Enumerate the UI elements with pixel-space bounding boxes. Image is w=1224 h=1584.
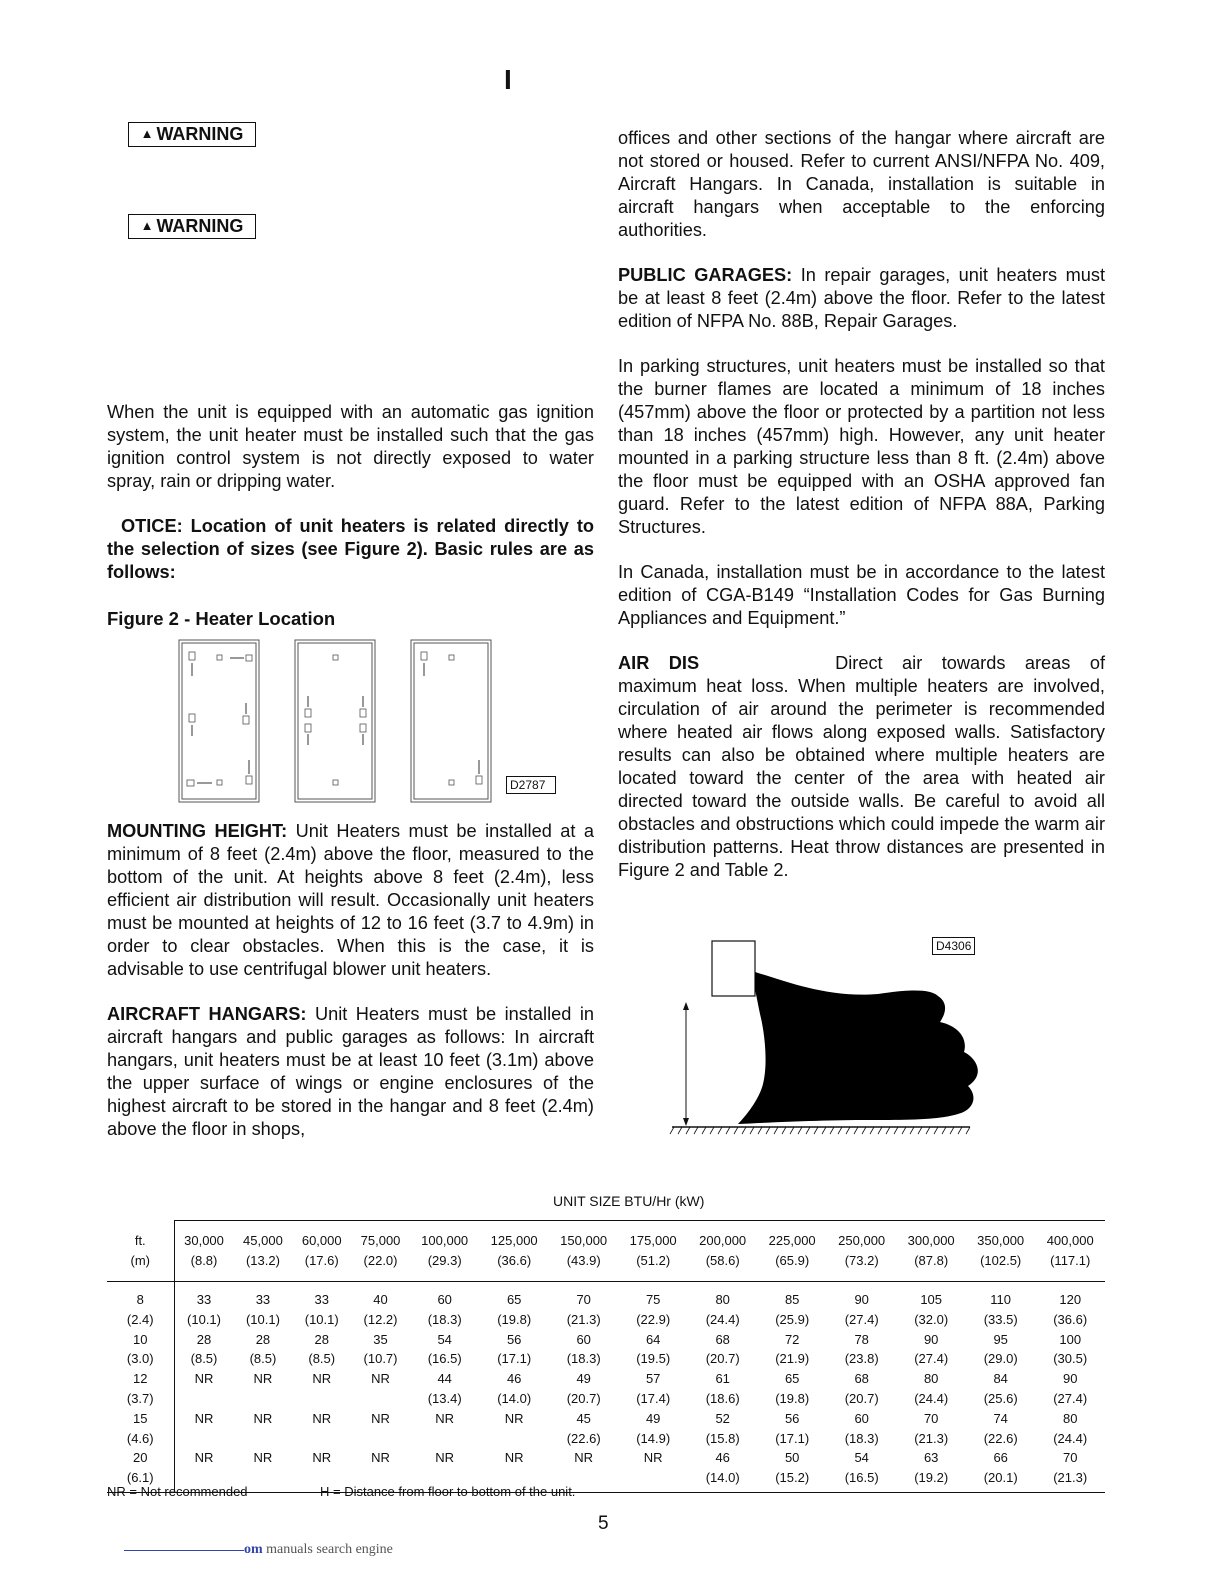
diagram-code: D4306 [932, 937, 975, 955]
cell-throw-m: (22.6) [983, 1430, 1018, 1446]
cell-throw-m: (8.5) [308, 1351, 336, 1367]
cell-throw-m: (10.7) [363, 1351, 398, 1367]
cell-throw-m [410, 1428, 480, 1448]
aircraft-hangars-heading: AIRCRAFT HANGARS: [107, 1004, 307, 1024]
heat-throw-table [107, 1220, 1105, 1493]
cell-throw-m: (17.4) [636, 1390, 671, 1406]
cell-throw-ft: NR [253, 1450, 273, 1466]
cell-throw-ft: 28 [255, 1331, 271, 1347]
cell-throw-ft: 49 [645, 1410, 661, 1426]
table-caption: UNIT SIZE BTU/Hr (kW) [553, 1193, 705, 1209]
table-row-ft [107, 1448, 1105, 1468]
cell-throw-m: (14.0) [497, 1390, 532, 1406]
table-row-ft [107, 1329, 1105, 1349]
cell-throw-m: (16.5) [827, 1468, 897, 1492]
table-header [107, 1221, 1105, 1282]
page-number: 5 [598, 1513, 609, 1534]
cell-throw-ft: 63 [923, 1450, 939, 1466]
cell-throw-m: (23.8) [844, 1351, 879, 1367]
notice-paragraph: OTICE: Location of unit heaters is related directly to the selection of sizes (see Figure 2). Basic rules are as follows: [107, 516, 594, 582]
cell-throw-ft: NR [312, 1450, 332, 1466]
cell-throw-ft: 56 [784, 1410, 800, 1426]
cell-throw-ft: NR [174, 1408, 234, 1428]
cell-throw-ft: NR [253, 1410, 273, 1426]
figure-code: D2787 [506, 776, 556, 794]
cell-throw-ft: NR [643, 1450, 663, 1466]
cell-throw-m: (10.1) [304, 1311, 339, 1327]
watermark-underline [124, 1550, 244, 1551]
cell-throw-ft: 85 [784, 1291, 800, 1307]
cell-throw-ft: NR [435, 1410, 455, 1426]
cell-throw-m: (19.8) [775, 1390, 810, 1406]
column-kw: (65.9) [757, 1251, 827, 1281]
warning-triangle-icon: ▲ [140, 218, 154, 233]
table-body [107, 1281, 1105, 1492]
cell-throw-m: (19.5) [636, 1351, 671, 1367]
cell-throw-m: (12.2) [363, 1311, 398, 1327]
cell-throw-ft: NR [312, 1371, 332, 1387]
cell-throw-m: (10.1) [245, 1311, 280, 1327]
cell-throw-m: (15.2) [757, 1468, 827, 1492]
cell-throw-ft: NR [174, 1369, 234, 1389]
column-kw: (102.5) [966, 1251, 1036, 1281]
column-kw: (87.8) [896, 1251, 966, 1281]
column-btu: 125,000 [479, 1221, 549, 1251]
cell-throw-m [351, 1428, 410, 1448]
cell-throw-ft: NR [435, 1450, 455, 1466]
column-kw: (8.8) [174, 1251, 234, 1281]
cell-throw-m: (27.4) [914, 1351, 949, 1367]
column-btu: 400,000 [1035, 1221, 1105, 1251]
column-btu: 150,000 [549, 1221, 619, 1251]
column-kw: (117.1) [1035, 1251, 1105, 1281]
cell-throw-ft: 44 [437, 1371, 452, 1387]
public-garages-body: In repair garages, unit heaters must be at least 8 feet (2.4m) above the floor. Refer to the latest edition of NFPA No. 88B, Repair Garages. [618, 265, 1105, 331]
cell-throw-ft: 33 [314, 1291, 329, 1307]
cell-throw-ft: 90 [1062, 1371, 1078, 1387]
header-row-btu [107, 1221, 1105, 1251]
cell-throw-m: (29.0) [983, 1351, 1018, 1367]
cell-throw-m: (24.4) [1053, 1430, 1088, 1446]
cell-throw-m: (17.1) [775, 1430, 810, 1446]
heater-location-diagram [170, 636, 560, 806]
cell-throw-ft: 65 [784, 1371, 800, 1387]
air-distribution-body: Direct air towards areas of maximum heat loss. When multiple heaters are involved, circulation of air around the perimeter is recommended where heated air flows along exposed walls. Satisfactory results can also be obtained where multiple heaters are located toward the center of the area with heated air directed toward the outside walls. Be careful to avoid all obstacles and obstructions which could impede the warm air distribution patterns. Heat throw distances are presented in Figure 2 and Table 2. [618, 653, 1105, 880]
cell-throw-ft: 72 [784, 1331, 800, 1347]
air-distribution-heading: AIR DIS [618, 653, 700, 673]
canada-paragraph: In Canada, installation must be in accordance to the latest edition of CGA-B149 “Installation Codes for Gas Burning Appliances and Equipment.” [618, 562, 1105, 628]
cell-throw-ft: 80 [1062, 1410, 1078, 1426]
cell-throw-m: (18.3) [566, 1351, 601, 1367]
column-kw: (58.6) [688, 1251, 758, 1281]
cell-throw-m [618, 1468, 688, 1492]
table-row-m [107, 1428, 1105, 1448]
cell-throw-m: (22.9) [636, 1311, 671, 1327]
aircraft-hangars-body: Unit Heaters must be installed in aircraft hangars and public garages as follows: In aircraft hangars, unit heaters must be at least 10 feet (3.1m) above the upper surface of wings or engine enclosures of the highest aircraft to be stored in the hangar and 8 feet (2.4m) above the floor in shops, [107, 1004, 594, 1139]
column-kw: (51.2) [618, 1251, 688, 1281]
cell-throw-m: (20.7) [705, 1351, 740, 1367]
cell-throw-ft: 70 [576, 1291, 591, 1307]
cell-throw-m: (24.4) [705, 1311, 740, 1327]
table-row-m [107, 1349, 1105, 1369]
left-column-bottom [107, 820, 594, 1141]
right-column [618, 127, 1105, 882]
cell-throw-ft: 45 [576, 1410, 591, 1426]
cell-throw-ft: 60 [437, 1291, 452, 1307]
cell-throw-ft: 57 [645, 1371, 661, 1387]
table-row-m [107, 1389, 1105, 1409]
air-distribution-paragraph [618, 652, 1105, 882]
offices-paragraph: offices and other sections of the hangar where aircraft are not stored or housed. Refer to current ANSI/NFPA No. 409, Aircraft Hangars. In Canada, installation is suitable in aircraft hangars when acceptable to the enforcing authorities. [618, 128, 1105, 240]
cell-throw-m: (18.3) [427, 1311, 462, 1327]
header-unit-m: (m) [107, 1251, 174, 1281]
cell-throw-ft: 120 [1059, 1291, 1082, 1307]
cell-throw-m: (20.7) [566, 1390, 601, 1406]
cell-throw-ft: NR [312, 1410, 332, 1426]
airflow-plume [738, 972, 978, 1124]
cell-throw-m: (14.0) [688, 1468, 758, 1492]
cell-throw-m: (16.5) [427, 1351, 462, 1367]
cell-throw-m: (14.9) [636, 1430, 671, 1446]
mounting-height-body: Unit Heaters must be installed at a minimum of 8 feet (2.4m) above the floor, measured to the bottom of the unit. At heights above 8 feet (2.4m), less efficient air distribution will result. Occasionally unit heaters must be mounted at heights of 12 to 16 feet (3.7 to 4.9m) in order to clear obstacles. When this is the case, it is advisable to use centrifugal blower unit heaters. [107, 821, 594, 979]
cell-throw-ft: 74 [993, 1410, 1008, 1426]
table-row-ft [107, 1281, 1105, 1309]
cell-throw-m: (21.9) [775, 1351, 810, 1367]
heat-throw-diagram [668, 934, 988, 1139]
cell-throw-m: (13.4) [427, 1390, 462, 1406]
cell-throw-m: (18.6) [705, 1390, 740, 1406]
cell-throw-m [174, 1389, 234, 1409]
cell-throw-m: (21.3) [566, 1311, 601, 1327]
cell-throw-ft: NR [504, 1410, 524, 1426]
column-btu: 200,000 [688, 1221, 758, 1251]
cell-throw-ft: 54 [437, 1331, 452, 1347]
column-kw: (36.6) [479, 1251, 549, 1281]
header-mark: I [504, 64, 512, 95]
cell-throw-ft: 35 [373, 1331, 388, 1347]
cell-throw-m [292, 1389, 351, 1409]
cell-throw-ft: 28 [174, 1329, 234, 1349]
cell-throw-ft: NR [371, 1450, 390, 1466]
mounting-height-heading: MOUNTING HEIGHT: [107, 821, 288, 841]
cell-throw-m: (30.5) [1053, 1351, 1088, 1367]
column-kw: (43.9) [549, 1251, 619, 1281]
cell-throw-m: (18.3) [844, 1430, 879, 1446]
cell-throw-m: (19.8) [497, 1311, 532, 1327]
cell-throw-m: (24.4) [914, 1390, 949, 1406]
cell-throw-m: (19.2) [896, 1468, 966, 1492]
cell-throw-ft: 61 [715, 1371, 730, 1387]
column-btu: 250,000 [827, 1221, 897, 1251]
watermark-brand: om [244, 1542, 263, 1557]
cell-throw-ft: 84 [993, 1371, 1008, 1387]
left-column-top [107, 401, 594, 584]
column-btu: 175,000 [618, 1221, 688, 1251]
cell-throw-ft: 110 [990, 1291, 1012, 1307]
column-btu: 300,000 [896, 1221, 966, 1251]
cell-throw-ft: 60 [854, 1410, 869, 1426]
cell-throw-m [174, 1428, 234, 1448]
cell-throw-ft: 70 [923, 1410, 939, 1426]
public-garages-heading: PUBLIC GARAGES: [618, 265, 793, 285]
cell-throw-m: (10.1) [174, 1309, 234, 1329]
warning-text: WARNING [156, 216, 244, 236]
row-height-ft: 20 [133, 1450, 148, 1466]
cell-throw-m [234, 1428, 293, 1448]
cell-throw-ft: 100 [1059, 1331, 1082, 1347]
cell-throw-m: (25.6) [983, 1390, 1018, 1406]
cell-throw-ft: 33 [255, 1291, 271, 1307]
cell-throw-ft: NR [574, 1450, 594, 1466]
warning-text: WARNING [156, 124, 244, 144]
row-height-m: (3.7) [126, 1390, 154, 1406]
table-row-ft [107, 1369, 1105, 1389]
watermark-text: manuals search engine [262, 1542, 393, 1557]
cell-throw-m: (33.5) [983, 1311, 1018, 1327]
unit-heater-box [712, 941, 755, 996]
cell-throw-ft: 50 [784, 1450, 800, 1466]
nr-note: NR = Not recommended [107, 1484, 248, 1499]
warning-label [128, 214, 256, 239]
cell-throw-ft: NR [504, 1450, 524, 1466]
table-row-m [107, 1468, 1105, 1492]
warning-label [128, 122, 256, 147]
cell-throw-m: (21.3) [1035, 1468, 1105, 1492]
parking-paragraph: In parking structures, unit heaters must be installed so that the burner flames are located a minimum of 18 inches (457mm) above the floor or protected by a partition not less than 18 inches (457mm) high. However, any unit heater mounted in a parking structure less than 8 ft. (2.4m) above the floor must be equipped with an OSHA approved fan guard. Refer to the latest edition of NFPA 88A, Parking Structures. [618, 356, 1105, 537]
row-height-m: (4.6) [126, 1430, 154, 1446]
cell-throw-ft: 65 [506, 1291, 522, 1307]
column-kw: (29.3) [410, 1251, 480, 1281]
column-kw: (73.2) [827, 1251, 897, 1281]
cell-throw-ft: NR [371, 1410, 390, 1426]
height-note: H = Distance from floor to bottom of the unit. [320, 1484, 576, 1499]
row-height-m: (6.1) [107, 1468, 174, 1492]
column-btu: 100,000 [410, 1221, 480, 1251]
row-height-m: (2.4) [126, 1311, 154, 1327]
aircraft-hangars-paragraph [107, 1003, 594, 1141]
column-btu: 75,000 [351, 1221, 410, 1251]
cell-throw-m: (36.6) [1053, 1311, 1088, 1327]
cell-throw-ft: 52 [715, 1410, 730, 1426]
cell-throw-ft: 95 [993, 1331, 1008, 1347]
cell-throw-m: (20.7) [844, 1390, 879, 1406]
mounting-height-paragraph [107, 820, 594, 981]
cell-throw-m: (20.1) [966, 1468, 1036, 1492]
cell-throw-ft: 28 [314, 1331, 329, 1347]
cell-throw-ft: 40 [373, 1291, 388, 1307]
cell-throw-ft: 33 [174, 1281, 234, 1309]
header-unit-ft: ft. [134, 1233, 146, 1249]
cell-throw-ft: 46 [506, 1371, 522, 1387]
row-height-m: (3.0) [126, 1351, 154, 1367]
cell-throw-ft: 46 [715, 1450, 730, 1466]
cell-throw-ft: 80 [923, 1371, 939, 1387]
cell-throw-m: (8.5) [249, 1351, 277, 1367]
cell-throw-ft: 90 [854, 1291, 869, 1307]
cell-throw-ft: 66 [993, 1450, 1008, 1466]
column-btu: 60,000 [292, 1221, 351, 1251]
column-btu: 350,000 [966, 1221, 1036, 1251]
cell-throw-m [351, 1389, 410, 1409]
column-kw: (17.6) [292, 1251, 351, 1281]
cell-throw-ft: 105 [920, 1291, 943, 1307]
cell-throw-m: (15.8) [705, 1430, 740, 1446]
cell-throw-ft: NR [253, 1371, 273, 1387]
row-height-ft: 15 [133, 1410, 148, 1426]
cell-throw-m: (8.5) [174, 1349, 234, 1369]
cell-throw-m: (21.3) [914, 1430, 949, 1446]
cell-throw-ft: 56 [506, 1331, 522, 1347]
cell-throw-ft: 54 [854, 1450, 869, 1466]
row-height-ft: 8 [136, 1291, 144, 1307]
watermark [124, 1542, 393, 1558]
cell-throw-ft: NR [371, 1371, 390, 1387]
public-garages-paragraph [618, 264, 1105, 333]
column-kw: (13.2) [234, 1251, 293, 1281]
cell-throw-m: (17.1) [497, 1351, 532, 1367]
header-row-kw [107, 1251, 1105, 1281]
warning-triangle-icon: ▲ [140, 126, 154, 141]
table-row-ft [107, 1408, 1105, 1428]
cell-throw-ft: 60 [576, 1331, 591, 1347]
row-height-ft: 12 [133, 1371, 148, 1387]
column-kw: (22.0) [351, 1251, 410, 1281]
cell-throw-ft: 75 [645, 1291, 661, 1307]
cell-throw-m: (27.4) [844, 1311, 879, 1327]
cell-throw-m: (25.9) [775, 1311, 810, 1327]
cell-throw-ft: 78 [854, 1331, 869, 1347]
cell-throw-m: (32.0) [914, 1311, 949, 1327]
cell-throw-ft: 90 [923, 1331, 939, 1347]
table-row-m [107, 1309, 1105, 1329]
cell-throw-ft: NR [174, 1448, 234, 1468]
column-btu: 225,000 [757, 1221, 827, 1251]
column-btu: 30,000 [174, 1221, 234, 1251]
cell-throw-m [479, 1428, 549, 1448]
figure-title: Figure 2 - Heater Location [107, 608, 336, 629]
column-btu: 45,000 [234, 1221, 293, 1251]
cell-throw-ft: 70 [1062, 1450, 1078, 1466]
row-height-ft: 10 [133, 1331, 148, 1347]
cell-throw-ft: 64 [645, 1331, 661, 1347]
cell-throw-m: (27.4) [1053, 1390, 1088, 1406]
cell-throw-ft: 80 [715, 1291, 730, 1307]
cell-throw-ft: 68 [854, 1371, 869, 1387]
cell-throw-ft: 68 [715, 1331, 730, 1347]
cell-throw-m [234, 1389, 293, 1409]
ignition-paragraph: When the unit is equipped with an automatic gas ignition system, the unit heater must be installed such that the gas ignition control system is not directly exposed to water spray, rain or dripping water. [107, 402, 594, 491]
cell-throw-m: (22.6) [566, 1430, 601, 1446]
cell-throw-m [292, 1428, 351, 1448]
cell-throw-ft: 49 [576, 1371, 591, 1387]
